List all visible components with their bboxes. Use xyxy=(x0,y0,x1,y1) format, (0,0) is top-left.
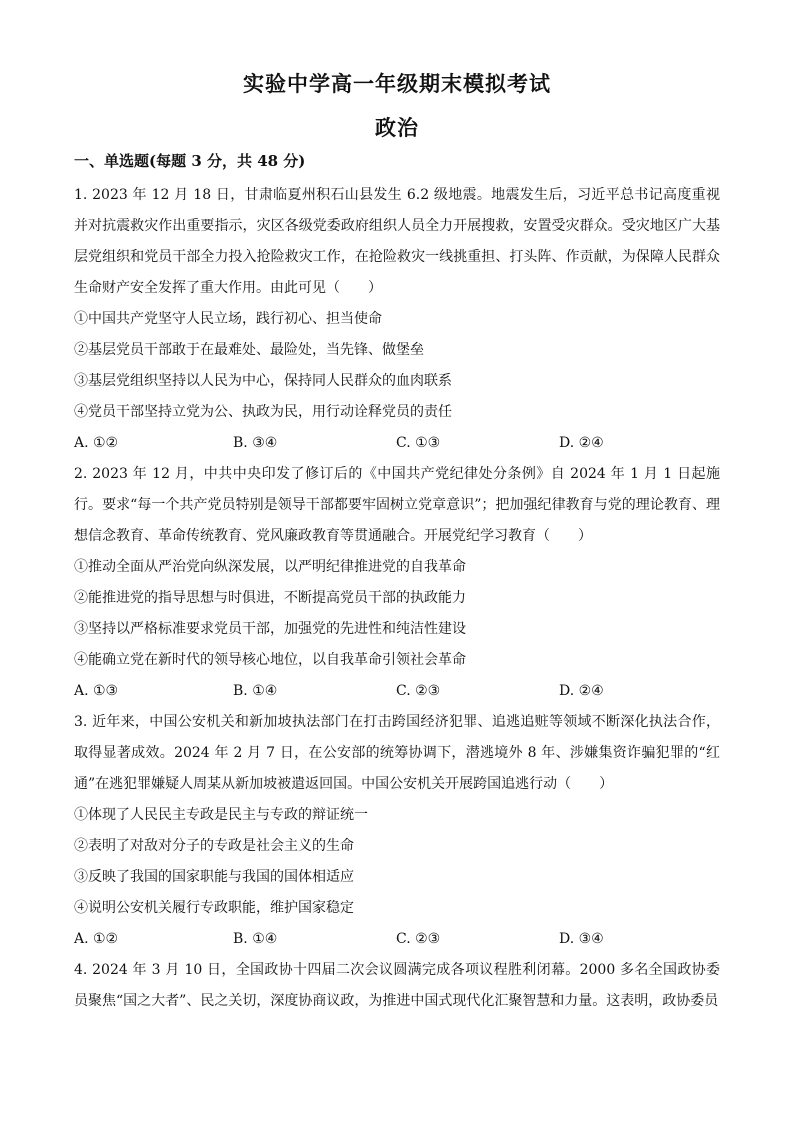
option-c[interactable]: C. ①③ xyxy=(396,435,441,451)
question-4 xyxy=(74,955,720,1017)
question-stem: 4. 2024 年 3 月 10 日，全国政协十四届二次会议圆满完成各项议程胜利闭幕。2000 多名全国政协委员聚焦“国之大者”、民之关切，深度协商议政，为推进中国式现代化汇聚智慧和力量。这表明，政协委员 xyxy=(74,962,720,1009)
question-3 xyxy=(74,707,720,955)
statement: ③坚持以严格标准要求党员干部，加强党的先进性和纯洁性建设 xyxy=(74,621,466,637)
question-stem: 3. 近年来，中国公安机关和新加坡执法部门在打击跨国经济犯罪、追逃追赃等领域不断深化执法合作，取得显著成效。2024 年 2 月 7 日，在公安部的统筹协调下，潜逃境外 8 年、涉嫌集资诈骗犯罪的“红通”在逃犯罪嫌疑人周某从新加坡被遣返回国。中国公安机关开展跨国追逃行动（ ） xyxy=(74,714,720,792)
statement: ②基层党员干部敢于在最难处、最险处，当先锋、做堡垒 xyxy=(74,342,424,358)
statement: ④党员干部坚持立党为公、执政为民，用行动诠释党员的责任 xyxy=(74,404,452,420)
statement: ②表明了对敌对分子的专政是社会主义的生命 xyxy=(74,838,354,854)
question-stem: 2. 2023 年 12 月，中共中央印发了修订后的《中国共产党纪律处分条例》自 2024 年 1 月 1 日起施行。要求“每一个共产党员特别是领导干部都要牢固树立党章意识”；把加强纪律教育与党的理论教育、理想信念教育、革命传统教育、党风廉政教育等贯通融合。开展党纪学习教育（ ） xyxy=(74,466,720,544)
statement: ①体现了人民民主专政是民主与专政的辩证统一 xyxy=(74,807,368,823)
statement: ③基层党组织坚持以人民为中心，保持同人民群众的血肉联系 xyxy=(74,373,452,389)
option-d[interactable]: D. ②④ xyxy=(559,683,604,699)
option-c[interactable]: C. ②③ xyxy=(396,931,441,947)
exam-title: 实验中学高一年级期末模拟考试 xyxy=(243,71,551,96)
statement: ④说明公安机关履行专政职能，维护国家稳定 xyxy=(74,900,354,916)
statement: ②能推进党的指导思想与时俱进，不断提高党员干部的执政能力 xyxy=(74,590,466,606)
statement: ③反映了我国的国家职能与我国的国体相适应 xyxy=(74,869,354,885)
question-2 xyxy=(74,459,720,707)
option-d[interactable]: D. ②④ xyxy=(559,435,604,451)
answer-options xyxy=(74,924,720,955)
option-b[interactable]: B. ①④ xyxy=(233,683,278,699)
option-b[interactable]: B. ③④ xyxy=(233,435,278,451)
question-stem: 1. 2023 年 12 月 18 日，甘肃临夏州积石山县发生 6.2 级地震。地震发生后，习近平总书记高度重视并对抗震救灾作出重要指示，灾区各级党委政府组织人员全力开展搜救，安置受灾群众。受灾地区广大基层党组织和党员干部全力投入抢险救灾工作，在抢险救灾一线挑重担、打头阵、作贡献，为保障人民群众生命财产安全发挥了重大作用。由此可见（ ） xyxy=(74,187,720,296)
question-list xyxy=(74,180,720,1017)
answer-options xyxy=(74,676,720,707)
answer-options xyxy=(74,428,720,459)
option-a[interactable]: A. ①② xyxy=(74,435,119,451)
option-a[interactable]: A. ①② xyxy=(74,931,119,947)
option-b[interactable]: B. ①④ xyxy=(233,931,278,947)
subject-title: 政治 xyxy=(375,115,419,140)
section-heading: 一、单选题(每题 3 分，共 48 分) xyxy=(74,152,306,170)
option-c[interactable]: C. ②③ xyxy=(396,683,441,699)
statement: ④能确立党在新时代的领导核心地位，以自我革命引领社会革命 xyxy=(74,652,466,668)
question-1 xyxy=(74,180,720,459)
statement: ①中国共产党坚守人民立场，践行初心、担当使命 xyxy=(74,311,382,327)
option-a[interactable]: A. ①③ xyxy=(74,683,119,699)
option-d[interactable]: D. ③④ xyxy=(559,931,604,947)
statement: ①推动全面从严治党向纵深发展，以严明纪律推进党的自我革命 xyxy=(74,559,466,575)
